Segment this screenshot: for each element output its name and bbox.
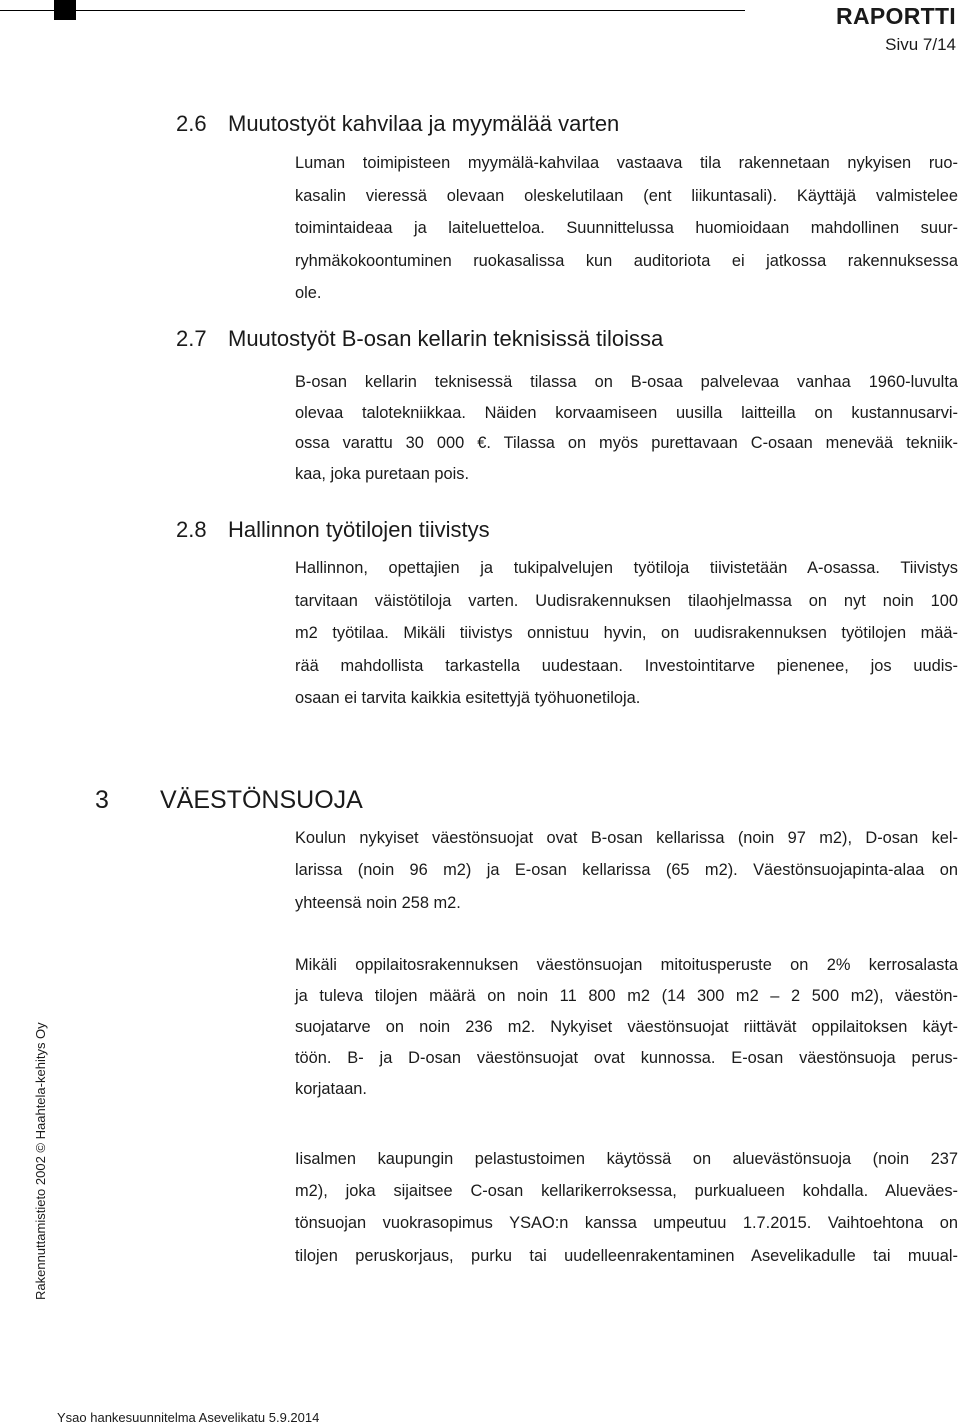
- text-line: olevaa talotekniikkaa. Näiden korvaamiseen uusilla laitteilla on kustannusarvi-: [295, 403, 958, 422]
- text-line: korjataan.: [295, 1080, 367, 1098]
- section-number: 2.8: [176, 517, 207, 542]
- page-number: Sivu 7/14: [885, 35, 956, 54]
- section-number: 2.7: [176, 326, 207, 351]
- chapter-heading-3: [95, 786, 363, 815]
- page-footer: Ysao hankesuunnitelma Asevelikatu 5.9.2014: [57, 1410, 320, 1425]
- text-line: tilojen peruskorjaus, purku tai uudelleenrakentaminen Asevelikadulle tai muual-: [295, 1246, 958, 1265]
- section-title: Muutostyöt B-osan kellarin teknisissä tiloissa: [228, 326, 664, 351]
- section-number: 2.6: [176, 111, 207, 136]
- text-line: kasalin vieressä olevaan oleskelutilaan (ent liikuntasali). Käyttäjä valmistelee: [295, 186, 958, 205]
- text-line: osaan ei tarvita kaikkia esitettyjä työhuonetiloja.: [295, 689, 641, 707]
- text-line: m2 työtilaa. Mikäli tiivistys onnistuu hyvin, on uudisrakennuksen työtilojen mää-: [295, 624, 958, 642]
- paragraph-3-2: [295, 950, 958, 1105]
- copyright-sidebar: Rakennuttamistieto 2002 © Haahtela-kehitys Oy: [33, 1022, 48, 1300]
- section-heading-2-6: [176, 111, 619, 137]
- paragraph-2-8: [295, 552, 958, 715]
- chapter-number: 3: [95, 786, 109, 814]
- text-line: töön. B- ja D-osan väestönsuojat ovat kunnossa. E-osan väestönsuoja perus-: [295, 1049, 958, 1067]
- text-line: ossa varattu 30 000 €. Tilassa on myös purettavaan C-osaan menevää tekniik-: [295, 434, 958, 452]
- header-rule: [0, 10, 745, 11]
- text-line: Luman toimipisteen myymälä-kahvilaa vastaava tila rakennetaan nykyisen ruo-: [295, 154, 958, 172]
- section-title: Muutostyöt kahvilaa ja myymälää varten: [228, 111, 620, 136]
- paragraph-3-1: [295, 822, 958, 919]
- text-line: suojatarve on noin 236 m2. Nykyiset väestönsuojat riittävät oppilaitoksen käyt-: [295, 1018, 958, 1036]
- section-heading-2-8: [176, 517, 490, 543]
- text-line: Iisalmen kaupungin pelastustoimen käytössä on aluevästönsuoja (noin 237: [295, 1150, 958, 1168]
- text-line: Koulun nykyiset väestönsuojat ovat B-osan kellarissa (noin 97 m2), D-osan kel-: [295, 829, 958, 847]
- text-line: Hallinnon, opettajien ja tukipalvelujen työtiloja tiivistetään A-osassa. Tiivistys: [295, 559, 958, 577]
- text-line: m2), joka sijaitsee C-osan kellarikerroksessa, purkualueen kohdalla. Alueväes-: [295, 1182, 958, 1201]
- text-line: tönsuojan vuokrasopimus YSAO:n kanssa umpeutuu 1.7.2015. Vaihtoehtona on: [295, 1214, 958, 1233]
- text-line: ja tuleva tilojen määrä on noin 11 800 m2 (14 300 m2 – 2 500 m2), väestön-: [295, 987, 958, 1005]
- chapter-title: VÄESTÖNSUOJA: [160, 786, 363, 814]
- paragraph-2-7: [295, 367, 958, 489]
- text-line: larissa (noin 96 m2) ja E-osan kellarissa (65 m2). Väestönsuojapinta-alaa on: [295, 861, 958, 880]
- paragraph-2-6: [295, 147, 958, 310]
- text-line: ole.: [295, 284, 322, 303]
- header-logo-square: [54, 0, 76, 20]
- paragraph-3-3: [295, 1143, 958, 1272]
- text-line: Mikäli oppilaitosrakennuksen väestönsuojan mitoitusperuste on 2% kerrosalasta: [295, 956, 958, 974]
- text-line: toimintaideaa ja laiteluetteloa. Suunnittelussa huomioidaan mahdollinen suur-: [295, 219, 958, 238]
- text-line: B-osan kellarin teknisessä tilassa on B-osaa palvelevaa vanhaa 1960-luvulta: [295, 373, 958, 391]
- text-line: ryhmäkokoontuminen ruokasalissa kun auditoriota ei jatkossa rakennuksessa: [295, 251, 958, 270]
- section-title: Hallinnon työtilojen tiivistys: [228, 517, 490, 542]
- section-heading-2-7: [176, 326, 663, 352]
- text-line: kaa, joka puretaan pois.: [295, 464, 470, 483]
- text-line: yhteensä noin 258 m2.: [295, 893, 461, 912]
- text-line: rää mahdollista tarkastella uudestaan. Investointitarve pienenee, jos uudis-: [295, 656, 958, 675]
- text-line: tarvitaan väistötiloja varten. Uudisrakennuksen tilaohjelmassa on nyt noin 100: [295, 591, 958, 610]
- report-title: RAPORTTI: [836, 3, 956, 29]
